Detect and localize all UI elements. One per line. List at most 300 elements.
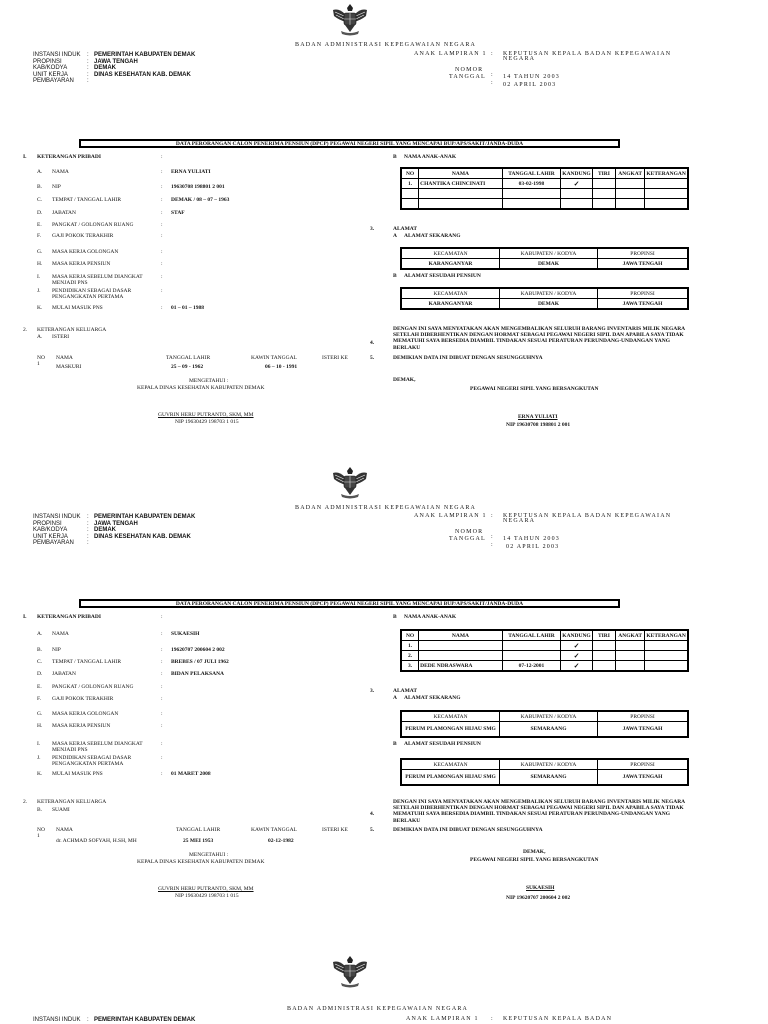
no-header: NO — [37, 355, 45, 361]
instansi-values — [94, 52, 195, 78]
kecamatan-value: PERUM PLAMONGAN HIJAU SMG — [401, 770, 500, 786]
cell — [401, 189, 419, 199]
label-e: E. — [37, 684, 42, 690]
anak-angkat — [616, 661, 645, 672]
cell — [592, 199, 615, 210]
label-j: J. — [37, 288, 41, 294]
keputusan-line1: KEPUTUSAN KEPALA BADAN KEPEGAWAIAN — [503, 51, 672, 57]
kepala-title: KEPALA DINAS KESEHATAN KABUPATEN DEMAK — [137, 859, 265, 865]
anak-ket — [645, 651, 688, 661]
anak-tiri — [592, 641, 615, 651]
agency-name: BADAN ADMINISTRASI KEPEGAWAIAN NEGARA — [287, 1006, 469, 1012]
alamat-a: A — [393, 233, 397, 239]
label-a: A. — [37, 169, 43, 175]
section-2-num: 2. — [23, 799, 28, 805]
anak-tgl — [502, 651, 560, 661]
propinsi-value: JAWA TENGAH — [598, 722, 689, 738]
anak-no: 1. — [401, 179, 419, 189]
nomor-value: 14 TAHUN 2003 — [503, 536, 561, 542]
masa-sebelum-label: MASA KERJA SEBELUM DIANGKAT MENJADI PNS — [52, 274, 143, 286]
kecamatan-value: KARANGANYAR — [401, 259, 500, 270]
instansi-values — [94, 514, 195, 540]
tgl-lahir-header: TANGGAL LAHIR — [176, 827, 221, 833]
anak-ket — [645, 179, 688, 189]
mengetahui: MENGETAHUI : — [189, 852, 229, 858]
table-row — [401, 199, 688, 210]
anak-tgl: 03-02-1998 — [502, 179, 560, 189]
anak-head-ket: KETERANGAN — [645, 168, 688, 179]
tanggal-value: 02 APRIL 2003 — [506, 544, 560, 550]
colon: : — [491, 51, 493, 57]
anak-head-nama: NAMA — [419, 168, 503, 179]
ttl-value: DEMAK / 08 – 07 – 1963 — [171, 197, 230, 203]
section-4-num: 4. — [370, 340, 375, 346]
colon: : — [161, 614, 163, 620]
instansi-value: PEMERINTAH KABUPATEN DEMAK — [94, 1017, 196, 1023]
propinsi-head: PROPINSI — [598, 288, 689, 299]
colon: : — [87, 65, 89, 71]
anak-head-nama: NAMA — [419, 630, 503, 641]
instansi-label: INSTANSI INDUK — [33, 1017, 81, 1023]
check-icon: ✓ — [561, 179, 593, 189]
pns-ybs: PEGAWAI NEGERI SIPIL YANG BERSANGKUTAN — [470, 386, 599, 392]
spouse-kawin: 02-12-1982 — [268, 838, 294, 844]
anak-table — [400, 629, 689, 672]
anak-head-tgl: TANGGAL LAHIR — [502, 168, 560, 179]
anak-letter: B — [393, 154, 397, 160]
anak-head-angkat: ANGKAT — [616, 630, 645, 641]
tgl-lahir-header: TANGGAL LAHIR — [166, 355, 211, 361]
kabkodya-label: KAB/KODYA — [33, 65, 68, 71]
label-j: J. — [37, 755, 41, 761]
alamat-b: B — [393, 741, 397, 747]
instansi-value: PEMERINTAH KABUPATEN DEMAK — [94, 52, 196, 58]
alamat-sesudah-table — [400, 287, 689, 310]
kepala-name: GUVRIN HERU PUTRANTO, SKM, MM — [158, 412, 254, 418]
colon: : — [491, 1016, 493, 1022]
alamat-title: ALAMAT — [393, 688, 418, 694]
section-i-num: I. — [23, 614, 27, 620]
alamat-b: B — [393, 273, 397, 279]
colon: : — [161, 305, 163, 311]
anak-head-no: NO — [401, 168, 419, 179]
anak-head-ket: KETERANGAN — [645, 630, 688, 641]
propinsi-label: PROPINSI — [33, 520, 62, 527]
instansi-label: INSTANSI INDUK — [33, 52, 81, 58]
cell — [616, 189, 645, 199]
ttl-label: TEMPAT / TANGGAL LAHIR — [52, 197, 122, 203]
no-header: NO — [37, 827, 45, 833]
label-d: D. — [37, 210, 43, 216]
unit-kerja-value: DINAS KESEHATAN KAB. DEMAK — [94, 533, 191, 540]
anak-head-no: NO — [401, 630, 419, 641]
label-i: I. — [37, 274, 41, 280]
cell — [502, 189, 560, 199]
anak-nama: DEDE NDRASWARA — [419, 661, 503, 672]
alamat-title: ALAMAT — [393, 226, 418, 232]
cell — [645, 189, 688, 199]
keputusan-line1: KEPUTUSAN KEPALA BADAN KEPEGAWAIAN — [503, 513, 672, 519]
dpcp-page-2 — [0, 463, 768, 933]
colon: : — [87, 1017, 89, 1023]
anak-nama — [419, 641, 503, 651]
section-i-title: KETERANGAN PRIBADI — [37, 154, 102, 160]
gaji-label: GAJI POKOK TERAKHIR — [52, 696, 114, 702]
agency-name: BADAN ADMINISTRASI KEPEGAWAIAN NEGARA — [295, 505, 477, 511]
statement-text: DENGAN INI SAYA MENYATAKAN AKAN MENGEMBALIKAN SELURUH BARANG INVENTARIS MILIK NEGARA SETELAH DIBERHENTIKAN DENGAN HORMAT SEBAGAI PEGAWAI NEGERI SIPIL DAN APABILA SAYA TIDAK MEMATUHI SAYA BERSEDIA DIAMBIL TINDAKAN SESUAI PERATURAN PERUNDANG-UNDANGAN YANG BERLAKU — [393, 799, 685, 824]
form-title-box — [79, 139, 620, 148]
kabupaten-head: KABUPATEN / KODYA — [500, 711, 598, 722]
anak-head-tiri: TIRI — [592, 630, 615, 641]
anak-no: 2. — [401, 651, 419, 661]
anak-tgl — [502, 641, 560, 651]
mulai-pns-label: MULAI MASUK PNS — [52, 771, 103, 777]
colon: : — [161, 210, 163, 216]
anak-head-kandung: KANDUNG — [561, 630, 593, 641]
signer-name: SUKAESIH — [526, 885, 555, 891]
anak-lampiran-label: ANAK LAMPIRAN 1 — [406, 1016, 479, 1022]
ttl-value: BREBES / 07 JULI 1962 — [171, 659, 229, 665]
garuda-emblem-icon — [331, 2, 369, 36]
colon: : — [87, 533, 89, 540]
kabupaten-head: KABUPATEN / KODYA — [500, 248, 598, 259]
label-h: H. — [37, 723, 43, 729]
propinsi-value: JAWA TENGAH — [598, 770, 689, 786]
masa-sebelum-label: MASA KERJA SEBELUM DIANGKAT MENJADI PNS — [52, 741, 143, 753]
colon: : — [87, 52, 89, 58]
colon: : — [161, 249, 163, 255]
cell — [401, 199, 419, 210]
propinsi-head: PROPINSI — [598, 248, 689, 259]
label-k: K. — [37, 771, 43, 777]
colon: : — [87, 71, 89, 78]
anak-lampiran-label: ANAK LAMPIRAN 1 — [414, 513, 487, 519]
nama-label: NAMA — [52, 169, 69, 175]
signer-nip: NIP 19630708 198801 2 001 — [506, 422, 571, 428]
section-3-num: 3. — [370, 226, 375, 232]
keluarga-relation: SUAMI — [52, 807, 70, 813]
anak-lampiran-label: ANAK LAMPIRAN 1 — [414, 51, 487, 57]
nomor-label: NOMOR — [455, 529, 484, 535]
colon: : — [87, 58, 89, 65]
keputusan-line2: NEGARA — [503, 56, 536, 62]
gaji-label: GAJI POKOK TERAKHIR — [52, 233, 114, 239]
anak-ket — [645, 641, 688, 651]
garuda-emblem-icon — [331, 954, 369, 988]
keluarga-relation: ISTERI — [52, 334, 70, 340]
table-row — [401, 661, 688, 672]
colon: : — [161, 288, 163, 294]
colon: : — [161, 261, 163, 267]
anak-head-tiri: TIRI — [592, 168, 615, 179]
anak-nama — [419, 651, 503, 661]
cell — [616, 199, 645, 210]
nomor-value: 14 TAHUN 2003 — [503, 74, 561, 80]
keluarga-letter: B. — [37, 807, 43, 813]
spouse-kawin: 06 – 10 - 1991 — [265, 364, 298, 370]
anak-head-tgl: TANGGAL LAHIR — [502, 630, 560, 641]
colon: : — [491, 72, 493, 78]
spouse-tgl: 25 MEI 1953 — [183, 838, 214, 844]
masa-golongan-label: MASA KERJA GOLONGAN — [52, 711, 119, 717]
label-b: B. — [37, 184, 43, 190]
kabkodya-value: DEMAK — [94, 65, 116, 71]
kawin-header: KAWIN TANGGAL — [251, 355, 297, 361]
tanggal-label: TANGGAL — [449, 74, 486, 80]
cell — [502, 199, 560, 210]
mulai-pns-value: 01 MARET 2008 — [171, 771, 211, 777]
label-a: A. — [37, 631, 43, 637]
mulai-pns-label: MULAI MASUK PNS — [52, 305, 103, 311]
spouse-name: dr. ACHMAD SOFYAH, H.SH, MH — [56, 838, 137, 844]
masa-pensiun-label: MASA KERJA PENSIUN — [52, 261, 111, 267]
colon: : — [491, 542, 493, 548]
kabupaten-head: KABUPATEN / KODYA — [500, 759, 598, 770]
nama-header: NAMA — [56, 355, 73, 361]
colon: : — [87, 527, 89, 533]
istri-ke-header: ISTERI KE — [322, 827, 348, 833]
table-row — [401, 641, 688, 651]
check-icon: ✓ — [561, 661, 593, 672]
colon: : — [161, 233, 163, 239]
kepala-nip: NIP 19630429 198703 1 015 — [175, 419, 239, 425]
unit-kerja-label: UNIT KERJA — [33, 71, 68, 78]
masa-golongan-label: MASA KERJA GOLONGAN — [52, 249, 119, 255]
form-title-box — [79, 599, 620, 608]
kecamatan-value: KARANGANYAR — [401, 299, 500, 310]
instansi-value: PEMERINTAH KABUPATEN DEMAK — [94, 514, 196, 520]
spouse-name: MASKURI — [56, 364, 82, 370]
alamat-sesudah-title: ALAMAT SESUDAH PENSIUN — [404, 273, 481, 279]
colon: : — [161, 169, 163, 175]
table-row — [401, 179, 688, 189]
anak-head-angkat: ANGKAT — [616, 168, 645, 179]
colon: : — [161, 684, 163, 690]
nip-label: NIP — [52, 647, 61, 653]
signer-nip: NIP 19620707 200604 2 002 — [506, 895, 571, 901]
nip-value: 19620707 200604 2 002 — [171, 647, 225, 653]
anak-tiri — [592, 651, 615, 661]
label-g: G. — [37, 249, 43, 255]
propinsi-value: JAWA TENGAH — [598, 299, 689, 310]
alamat-sesudah-table — [400, 758, 689, 786]
nomor-label: NOMOR — [455, 67, 484, 73]
dpcp-page-1 — [0, 0, 768, 470]
alamat-sekarang-table — [400, 710, 689, 738]
kawin-header: KAWIN TANGGAL — [251, 827, 297, 833]
anak-tiri — [592, 661, 615, 672]
instansi-label: INSTANSI INDUK — [33, 514, 81, 520]
kecamatan-value: PERUM PLAMONGAN HIJAU SMG — [401, 722, 500, 738]
colon: : — [161, 755, 163, 761]
colon: : — [161, 631, 163, 637]
unit-kerja-label: UNIT KERJA — [33, 533, 68, 540]
cell — [592, 189, 615, 199]
label-e: E. — [37, 222, 42, 228]
agency-name: BADAN ADMINISTRASI KEPEGAWAIAN NEGARA — [295, 42, 477, 48]
mulai-pns-value: 01 – 01 – 1988 — [171, 305, 204, 311]
cell — [419, 189, 503, 199]
table-row — [401, 189, 688, 199]
instansi-labels — [33, 52, 81, 85]
place-demak: DEMAK, — [393, 377, 416, 383]
propinsi-label: PROPINSI — [33, 58, 62, 65]
kabupaten-value: SEMARAANG — [500, 722, 598, 738]
nama-label: NAMA — [52, 631, 69, 637]
jabatan-label: JABATAN — [52, 671, 77, 677]
pangkat-label: PANGKAT / GOLONGAN RUANG — [52, 222, 134, 228]
label-c: C. — [37, 197, 43, 203]
ttl-label: TEMPAT / TANGGAL LAHIR — [52, 659, 122, 665]
colon: : — [87, 540, 89, 546]
pangkat-label: PANGKAT / GOLONGAN RUANG — [52, 684, 134, 690]
keputusan-partial: KEPUTUSAN KEPALA BADAN — [503, 1016, 613, 1022]
tanggal-value: 02 APRIL 2003 — [503, 82, 557, 88]
pendidikan-label: PENDIDIKAN SEBAGAI DASAR PENGANGKATAN PERTAMA — [52, 755, 132, 767]
spouse-no: 1 — [37, 833, 40, 839]
nama-header: NAMA — [56, 827, 73, 833]
signer-name: ERNA YULIATI — [518, 414, 558, 420]
label-f: F. — [37, 696, 41, 702]
section-2-num: 2. — [23, 327, 28, 333]
mengetahui: MENGETAHUI : — [189, 378, 229, 384]
anak-no: 3. — [401, 661, 419, 672]
colon: : — [87, 78, 89, 84]
colon: : — [161, 222, 163, 228]
colon: : — [87, 514, 89, 520]
colon: : — [161, 647, 163, 653]
anak-table — [400, 167, 689, 210]
alamat-sesudah-title: ALAMAT SESUDAH PENSIUN — [404, 741, 481, 747]
section-i-num: I. — [23, 154, 27, 160]
anak-tgl: 07-12-2001 — [502, 661, 560, 672]
anak-title: NAMA ANAK-ANAK — [404, 614, 457, 620]
colon: : — [161, 741, 163, 747]
pembayaran-label: PEMBAYARAN — [33, 78, 74, 84]
instansi-colons — [87, 514, 89, 547]
place-demak: DEMAK, — [523, 849, 546, 855]
instansi-colons — [87, 52, 89, 85]
section-4-num: 4. — [370, 811, 375, 817]
label-k: K. — [37, 305, 43, 311]
form-title: DATA PERORANGAN CALON PENERIMA PENSIUN (DPCP) PEGAWAI NEGERI SIPIL YANG MENCAPAI BUP/APS/SAKIT/JANDA-DUDA — [175, 601, 524, 607]
instansi-labels — [33, 514, 81, 547]
colon: : — [161, 197, 163, 203]
cell — [645, 199, 688, 210]
table-row — [401, 651, 688, 661]
dpcp-page-3-partial — [0, 950, 768, 1024]
colon: : — [491, 534, 493, 540]
kecamatan-head: KECAMATAN — [401, 288, 500, 299]
jabatan-value: BIDAN PELAKSANA — [171, 671, 225, 677]
tanggal-label: TANGGAL — [449, 536, 486, 542]
anak-angkat — [616, 651, 645, 661]
propinsi-head: PROPINSI — [598, 759, 689, 770]
check-icon: ✓ — [561, 641, 593, 651]
jabatan-value: STAF — [171, 210, 185, 216]
anak-head-kandung: KANDUNG — [561, 168, 593, 179]
kabupaten-value: DEMAK — [500, 299, 598, 310]
keluarga-title: KETERANGAN KELUARGA — [37, 799, 107, 805]
pembayaran-label: PEMBAYARAN — [33, 540, 74, 546]
alamat-sekarang-table — [400, 247, 689, 270]
colon: : — [161, 659, 163, 665]
check-icon: ✓ — [561, 651, 593, 661]
label-i: I. — [37, 741, 41, 747]
anak-angkat — [616, 641, 645, 651]
kepala-title: KEPALA DINAS KESEHATAN KABUPATEN DEMAK — [137, 385, 265, 391]
demikian-text: DEMIKIAN DATA INI DIBUAT DENGAN SESUNGGUHNYA — [393, 827, 543, 833]
colon: : — [161, 274, 163, 280]
label-b: B. — [37, 647, 43, 653]
label-c: C. — [37, 659, 43, 665]
label-f: F. — [37, 233, 41, 239]
keputusan-line2: NEGARA — [503, 518, 536, 524]
kepala-nip: NIP 19630429 198703 1 015 — [175, 893, 239, 899]
anak-tiri — [592, 179, 615, 189]
kepala-name: GUVRIN HERU PUTRANTO, SKM, MM — [158, 886, 254, 892]
anak-letter: B — [393, 614, 397, 620]
alamat-a: A — [393, 695, 397, 701]
colon: : — [87, 520, 89, 527]
cell — [419, 199, 503, 210]
colon: : — [491, 80, 493, 86]
alamat-sekarang-title: ALAMAT SEKARANG — [404, 233, 461, 239]
colon: : — [491, 513, 493, 519]
anak-angkat — [616, 179, 645, 189]
colon: : — [161, 696, 163, 702]
cell — [561, 189, 593, 199]
istri-ke-header: ISTERI KE — [322, 355, 348, 361]
propinsi-value: JAWA TENGAH — [94, 58, 138, 65]
alamat-sekarang-title: ALAMAT SEKARANG — [404, 695, 461, 701]
kabupaten-value: SEMARAANG — [500, 770, 598, 786]
masa-pensiun-label: MASA KERJA PENSIUN — [52, 723, 111, 729]
colon: : — [161, 723, 163, 729]
anak-ket — [645, 661, 688, 672]
colon: : — [161, 711, 163, 717]
nama-value: SUKAESIH — [171, 631, 200, 637]
nip-label: NIP — [52, 184, 61, 190]
kecamatan-head: KECAMATAN — [401, 248, 500, 259]
kecamatan-head: KECAMATAN — [401, 759, 500, 770]
pns-ybs: PEGAWAI NEGERI SIPIL YANG BERSANGKUTAN — [470, 857, 599, 863]
anak-title: NAMA ANAK-ANAK — [404, 154, 457, 160]
colon: : — [161, 154, 163, 160]
nama-value: ERNA YULIATI — [171, 169, 211, 175]
statement-text: DENGAN INI SAYA MENYATAKAN AKAN MENGEMBALIKAN SELURUH BARANG INVENTARIS MILIK NEGARA SETELAH DIBERHENTIKAN DENGAN HORMAT SEBAGAI PEGAWAI NEGERI SIPIL DAN APABILA SAYA TIDAK MEMATUHI SAYA BERSEDIA DIAMBIL TINDAKAN SESUAI PERATURAN PERUNDANG-UNDANGAN YANG BERLAKU — [393, 326, 685, 351]
jabatan-label: JABATAN — [52, 210, 77, 216]
kabkodya-label: KAB/KODYA — [33, 527, 68, 533]
nip-value: 19630708 198801 2 001 — [171, 184, 225, 190]
colon: : — [161, 184, 163, 190]
section-3-num: 3. — [370, 688, 375, 694]
keluarga-letter: A. — [37, 334, 43, 340]
section-i-title: KETERANGAN PRIBADI — [37, 614, 102, 620]
propinsi-value: JAWA TENGAH — [598, 259, 689, 270]
anak-no: 1. — [401, 641, 419, 651]
label-d: D. — [37, 671, 43, 677]
unit-kerja-value: DINAS KESEHATAN KAB. DEMAK — [94, 71, 191, 78]
cell — [561, 199, 593, 210]
section-5-num: 5. — [370, 355, 375, 361]
propinsi-value: JAWA TENGAH — [94, 520, 138, 527]
kabkodya-value: DEMAK — [94, 527, 116, 533]
kabupaten-head: KABUPATEN / KODYA — [500, 288, 598, 299]
kabupaten-value: DEMAK — [500, 259, 598, 270]
pendidikan-label: PENDIDIKAN SEBAGAI DASAR PENGANGKATAN PERTAMA — [52, 288, 132, 300]
garuda-emblem-icon — [331, 465, 369, 499]
